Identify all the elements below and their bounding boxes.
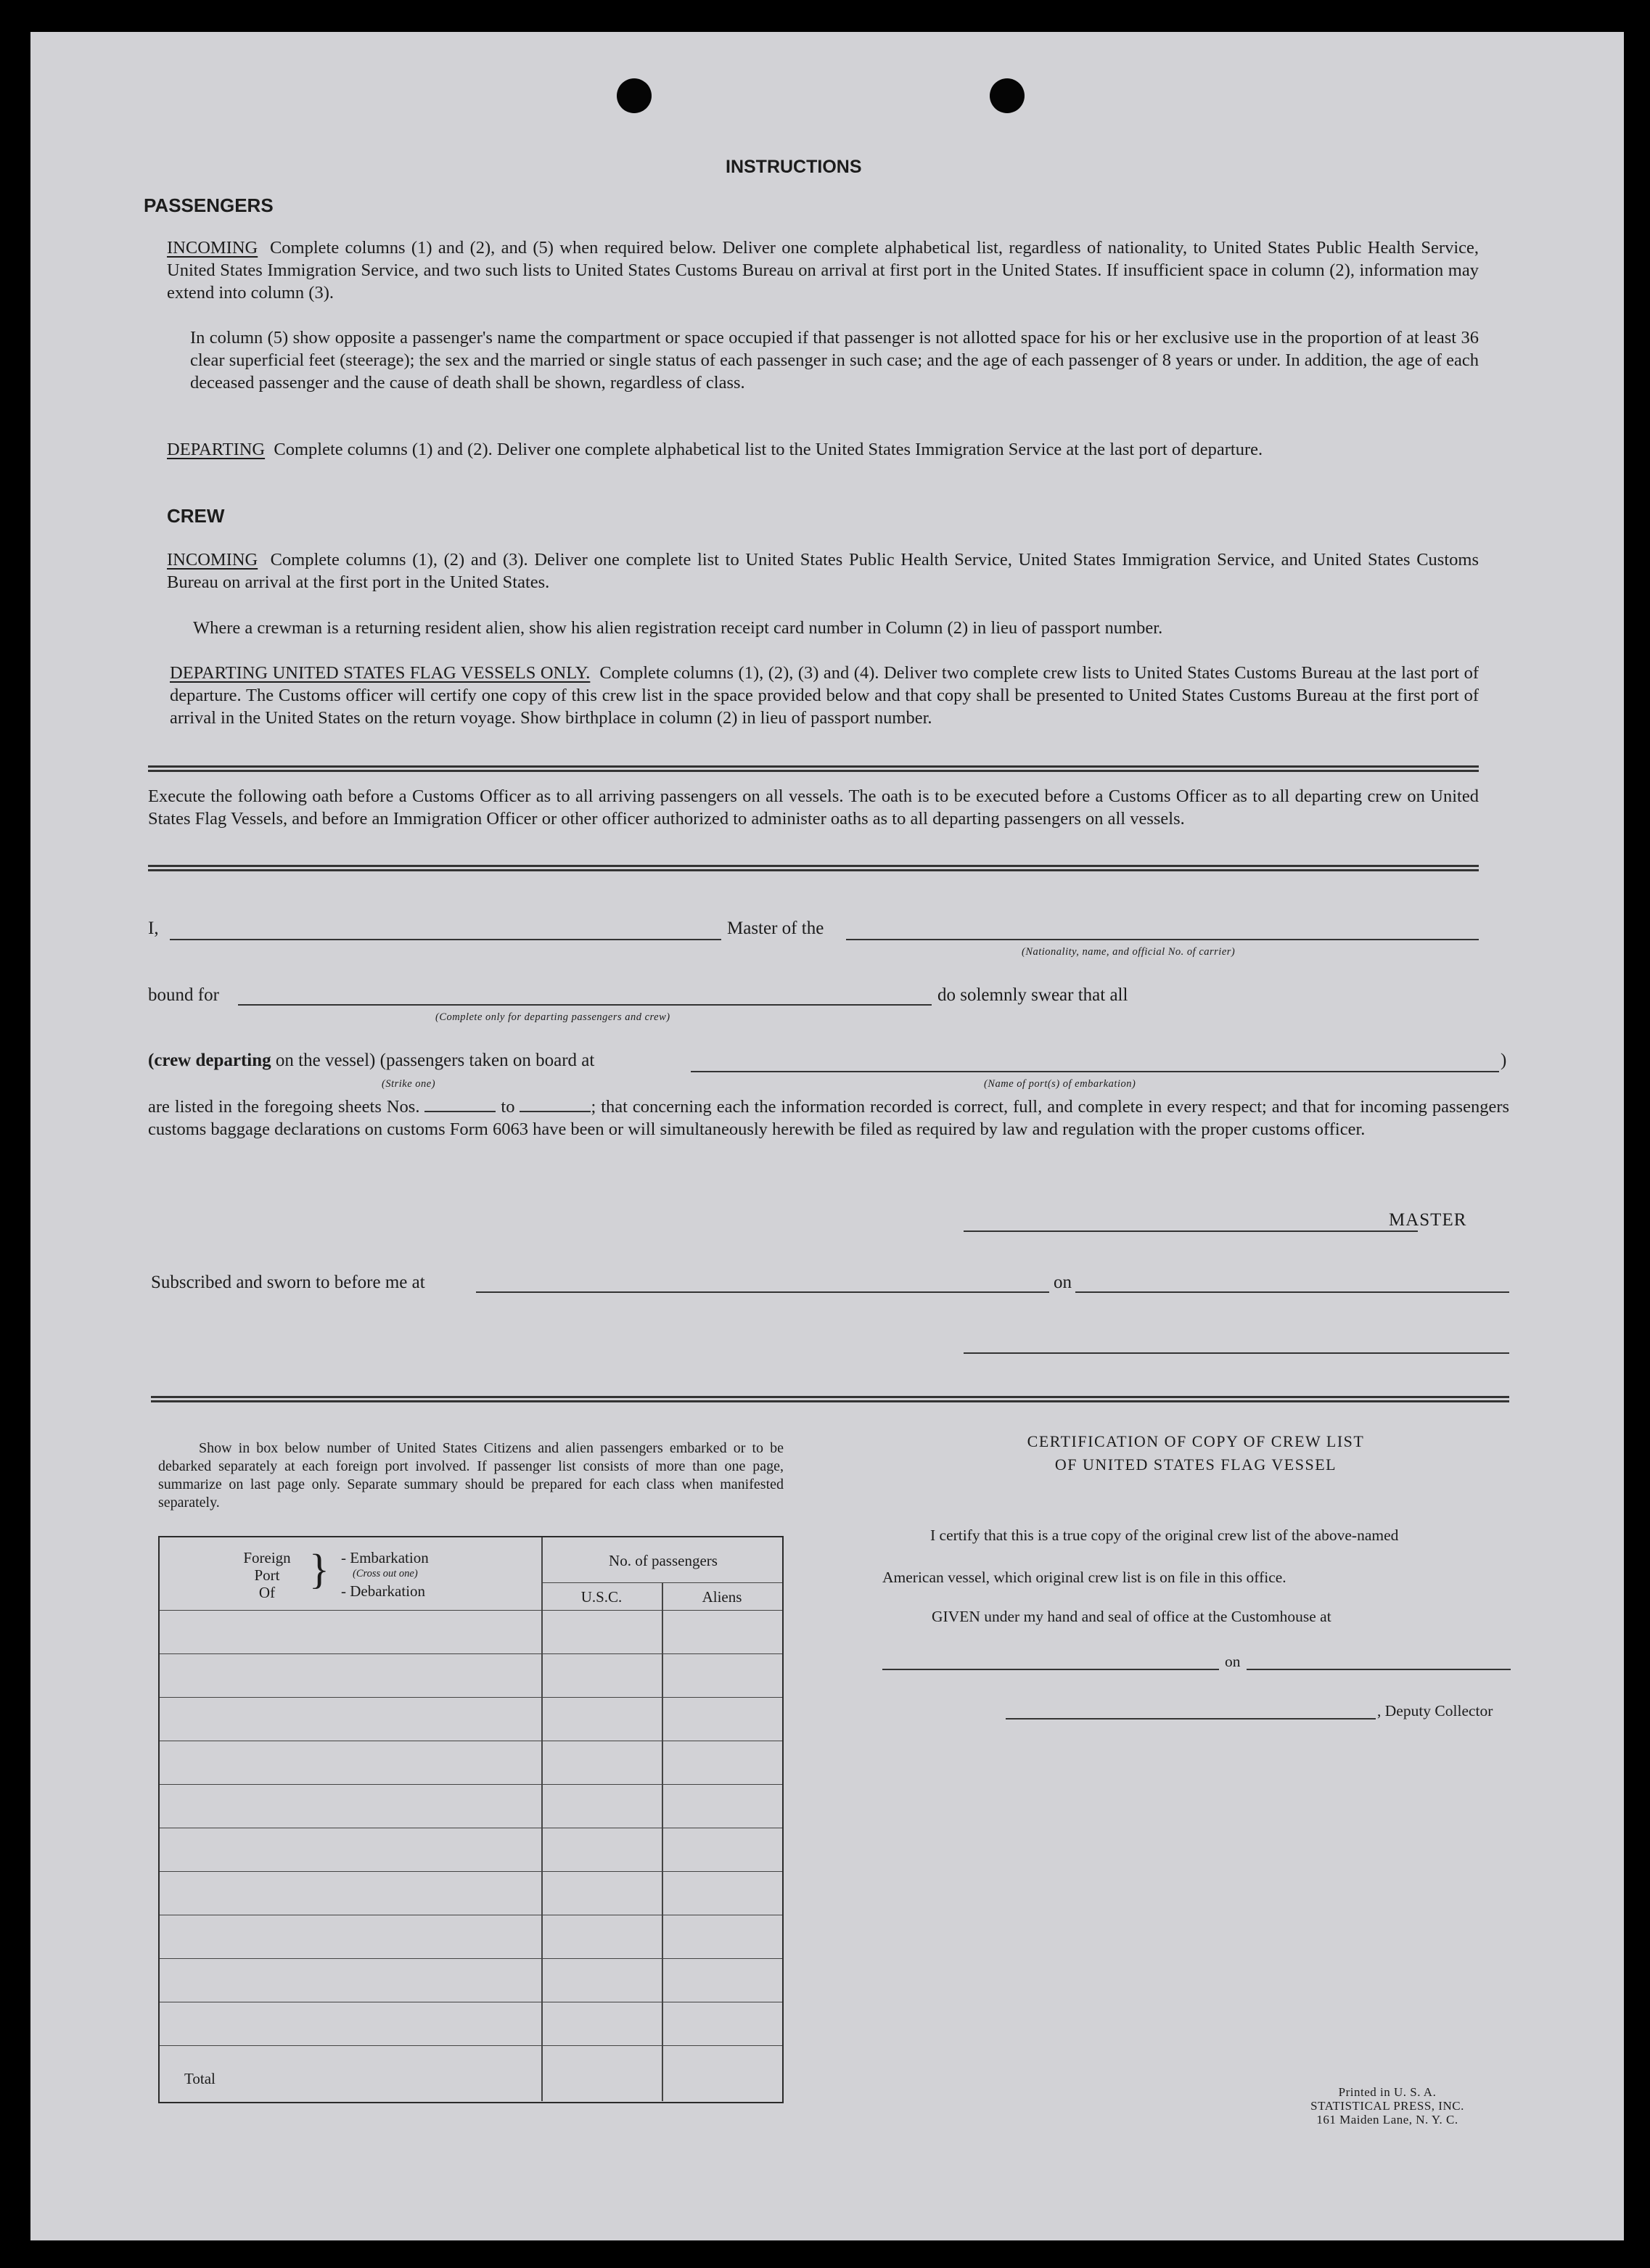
officer-signature-field[interactable]: [964, 1352, 1509, 1354]
total-row-label: Total: [184, 2070, 216, 2087]
sworn-on-label: on: [1054, 1273, 1072, 1292]
divider-double-1: [148, 765, 1479, 772]
passengers-column5-paragraph: In column (5) show opposite a passenger's name the compartment or space occupied if that passenger is not allotted space for his or her exclusive use in the proportion of at least 36 clear superficial feet (steerage); the sex and the married or single status of each passenger in such case; and the age of each passenger of 8 years or under. In addition, the age of each deceased passenger and the cause of death shall be shown, regardless of class.: [190, 328, 1479, 393]
sworn-date-field[interactable]: [1075, 1291, 1509, 1293]
passengers-incoming-text: Complete columns (1) and (2), and (5) when required below. Deliver one complete alphabetical list, regardless of nationality, to United States Public Health Service, United States Immigration Service, and two such lists to United States Customs Bureau on arrival at first port in the United States. If insufficient space in column (2), information may extend into column (3).: [167, 238, 1479, 303]
sheet-from-field[interactable]: [424, 1096, 496, 1112]
customhouse-place-field[interactable]: [882, 1669, 1219, 1670]
crew-departing-text: Complete columns (1), (2), (3) and (4). Deliver two complete crew lists to United States Customs Bureau at the last port of departure. The Customs officer will certify one copy of this crew list in the space provided below and that copy shall be presented to United States Customs Bureau at the first port of arrival in the United States on the return voyage. Show birthplace in column (2) in lieu of passport number.: [170, 663, 1479, 728]
passengers-departing-label: DEPARTING: [167, 440, 266, 459]
form-page: [30, 32, 1624, 2240]
foreign-port-of-header: Foreign Port Of: [243, 1549, 291, 1601]
crew-departing-option: (crew departing: [148, 1051, 271, 1070]
no-of-passengers-header: No. of passengers: [609, 1552, 718, 1569]
passengers-departing-paragraph: [167, 438, 1479, 461]
certification-date-field[interactable]: [1247, 1669, 1511, 1670]
passengers-heading: PASSENGERS: [144, 194, 274, 216]
crew-incoming-paragraph: [167, 548, 1479, 593]
certify-text-line2: American vessel, which original crew list is on file in this office.: [882, 1569, 1286, 1586]
brace-glyph: }: [309, 1545, 329, 1593]
crew-passengers-line: [148, 1051, 594, 1071]
certification-title-line2: OF UNITED STATES FLAG VESSEL: [1054, 1455, 1337, 1474]
bound-for-field[interactable]: [238, 1004, 932, 1006]
crew-incoming-text: Complete columns (1), (2) and (3). Deliver one complete list to United States Public Health Service, United States Immigration Service, and United States Customs Bureau on arrival at the first port in the United States.: [167, 550, 1479, 592]
divider-double-2: [148, 865, 1479, 871]
sheet-to-field[interactable]: [520, 1096, 591, 1112]
sworn-place-field[interactable]: [476, 1291, 1049, 1293]
certify-text-line1: I certify that this is a true copy of the original crew list of the above-named: [930, 1527, 1399, 1544]
bound-for-hint: (Complete only for departing passengers and crew): [435, 1011, 670, 1023]
master-of-the-label: Master of the: [727, 919, 824, 938]
punch-hole-left: [617, 78, 652, 113]
strike-one-hint: (Strike one): [382, 1078, 436, 1090]
carrier-field[interactable]: [846, 939, 1479, 940]
certification-title-line1: CERTIFICATION OF COPY OF CREW LIST: [1027, 1432, 1365, 1450]
divider-double-3: [151, 1396, 1509, 1402]
master-signature-field[interactable]: [964, 1230, 1418, 1232]
deputy-collector-signature-field[interactable]: [1006, 1718, 1376, 1720]
crew-departing-paragraph: [170, 662, 1479, 729]
embarkation-port-field[interactable]: [691, 1071, 1499, 1072]
passengers-incoming-label: INCOMING: [167, 238, 258, 258]
oath-instruction-paragraph: Execute the following oath before a Customs Officer as to all arriving passengers on all vessels. The oath is to be executed before a Customs Officer as to all departing crew on United States Flag Vessels, and before an Immigration Officer or other officer authorized to administer oaths as to all departing passengers on all vessels.: [148, 786, 1479, 829]
instructions-title: INSTRUCTIONS: [726, 157, 862, 177]
embarkation-header: - Embarkation: [341, 1549, 429, 1566]
passengers-incoming-paragraph: [167, 237, 1479, 304]
certification-on-label: on: [1225, 1653, 1241, 1670]
solemnly-swear-text: do solemnly swear that all: [937, 985, 1128, 1005]
carrier-field-hint: (Nationality, name, and official No. of carrier): [1022, 946, 1236, 958]
oath-statement-paragraph: are listed in the foregoing sheets Nos. to ; that concerning each the information recorded is correct, full, and complete in every respect; and that for incoming passengers customs baggage declarations on customs Form 6063 have been or will simultaneously herewith be filed as required by law and regulation with the proper customs officer.: [148, 1097, 1510, 1139]
subscribed-label: Subscribed and sworn to before me at: [151, 1273, 425, 1292]
aliens-column-header: Aliens: [702, 1588, 742, 1606]
crew-heading: CREW: [167, 505, 225, 527]
summary-instruction-paragraph: Show in box below number of United States Citizens and alien passengers embarked or to be debarked separately at each foreign port involved. If passenger list consists of more than one page, summarize on last page only. Separate summary should be prepared for each class when manifested separately.: [158, 1440, 784, 1511]
oath-i-label: I,: [148, 919, 159, 938]
printer-imprint: Printed in U. S. A. STATISTICAL PRESS, INC. 161 Maiden Lane, N. Y. C.: [1310, 2085, 1464, 2127]
on-the-vessel-text: on the vessel) (passengers taken on board at: [275, 1051, 595, 1070]
passenger-summary-table: [158, 1536, 784, 2103]
master-name-field[interactable]: [170, 939, 721, 940]
crew-resident-alien-paragraph: Where a crewman is a returning resident alien, show his alien registration receipt card number in Column (2) in lieu of passport number.: [193, 618, 1163, 638]
punch-hole-right: [990, 78, 1025, 113]
crew-departing-label: DEPARTING UNITED STATES FLAG VESSELS ONLY.: [170, 663, 591, 683]
closing-paren: ): [1501, 1051, 1507, 1070]
given-under-hand-text: GIVEN under my hand and seal of office at the Customhouse at: [932, 1608, 1331, 1625]
debarkation-header: - Debarkation: [341, 1582, 426, 1600]
deputy-collector-label: , Deputy Collector: [1377, 1702, 1493, 1720]
bound-for-label: bound for: [148, 985, 219, 1005]
usc-column-header: U.S.C.: [580, 1588, 623, 1606]
passengers-departing-text: Complete columns (1) and (2). Deliver one complete alphabetical list to the United States Immigration Service at the last port of departure.: [274, 440, 1263, 459]
master-label: MASTER: [1389, 1210, 1467, 1230]
crew-incoming-label: INCOMING: [167, 550, 258, 570]
cross-out-one-hint: (Cross out one): [353, 1568, 418, 1579]
embarkation-port-hint: (Name of port(s) of embarkation): [984, 1078, 1136, 1090]
